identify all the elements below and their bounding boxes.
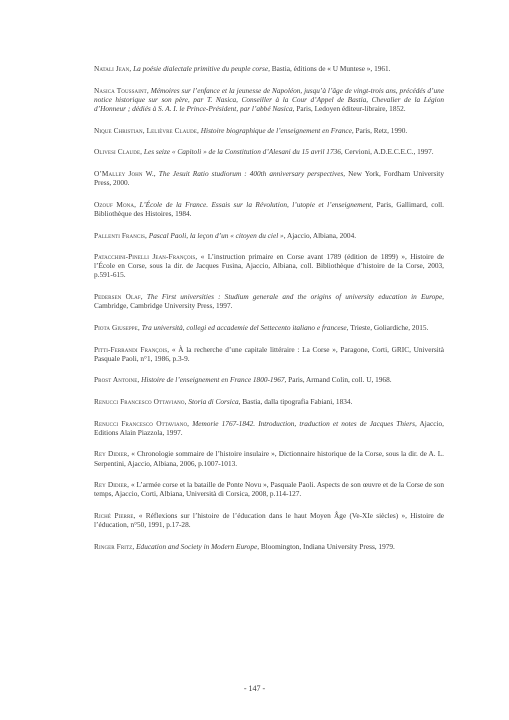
entry-publication-details: Bastia, dalla tipografia Fabiani, 1834. xyxy=(242,397,353,406)
bibliography-entry xyxy=(94,126,444,135)
entry-title: Storia di Corsica, xyxy=(188,397,241,406)
entry-author: Olivesi Claude, xyxy=(94,147,143,157)
bibliography-entry xyxy=(94,292,444,310)
bibliography-entry xyxy=(94,511,444,529)
entry-publication-details: Bastia, éditions de « U Muntese », 1961. xyxy=(271,64,391,73)
entry-title: Pascal Paoli, la leçon d’un « citoyen du ciel », xyxy=(148,230,286,240)
entry-title: Histoire biographique de l’enseignement en France, xyxy=(200,125,354,135)
entry-publication-details: Bloomington, Indiana University Press, 1979. xyxy=(260,541,395,551)
entry-publication-details: « À la recherche d’une capitale littéraire : La Corse », Paragone, Corti, GRIC, Università Pasquale Paoli, n°1, 1986, p.3-9. xyxy=(94,344,445,363)
page-number: - 147 - xyxy=(243,684,266,693)
entry-author: Pitti-Ferrandi François, xyxy=(94,344,170,354)
bibliography-entry xyxy=(94,200,444,218)
entry-publication-details: « L’instruction primaire en Corse avant 1789 (édition de 1899) », Histoire de l’École en Corse, sous la dir. de Jacques Fusina, Ajaccio, Albiana, coll. Bibliothèque d’histoire de la Corse, 2003, p.591-615. xyxy=(94,252,444,280)
entry-title: Les seize « Capitoli » de la Constitution d’Alesani du 15 avril 1736, xyxy=(143,147,343,157)
entry-author: Nasica Toussaint, xyxy=(94,85,149,95)
entry-title: La poésie dialectale primitive du peuple corse, xyxy=(133,64,270,73)
entry-author: O’Malley John W., xyxy=(94,168,156,178)
entry-author: Pallenti Francis, xyxy=(94,230,147,240)
bibliography-entry xyxy=(94,323,444,332)
entry-title: The First universities : Studium generale and the origins of university education in Europe, xyxy=(146,292,445,302)
entry-author: Prost Antoine, xyxy=(94,375,140,385)
bibliography-entry xyxy=(94,64,444,73)
bibliography-entry xyxy=(94,345,444,363)
entry-author: Renucci Francesco Ottaviano, xyxy=(94,418,190,428)
bibliography-entry xyxy=(94,252,444,279)
entry-publication-details: Cervioni, A.D.E.C.E.C., 1997. xyxy=(344,147,434,157)
entry-title: L’École de la France. Essais sur la Révolution, l’utopie et l’enseignement, xyxy=(139,199,374,209)
bibliography-entry xyxy=(94,419,444,437)
entry-publication-details: Ajaccio, Editions Alain Piazzola, 1997. xyxy=(94,418,444,437)
entry-publication-details: « L’armée corse et la bataille de Ponte Novu », Pasquale Paoli. Aspects de son œuvre et de la Corse de son temps, Ajaccio, Corti, Albiana, Università di Corsica, 2008, p.114-127. xyxy=(94,480,444,499)
bibliography-entry xyxy=(94,231,444,240)
entry-publication-details: Cambridge, Cambridge University Press, 1997. xyxy=(94,301,233,311)
entry-publication-details: Paris, Ledoyen éditeur-libraire, 1852. xyxy=(296,103,406,113)
entry-publication-details: Trieste, Goliardiche, 2015. xyxy=(350,322,429,332)
bibliography-entry xyxy=(94,86,444,113)
entry-title: Education and Society in Modern Europe, xyxy=(136,541,260,551)
entry-author: Patacchini-Pinelli Jean-François, xyxy=(94,252,198,262)
bibliography-entry xyxy=(94,397,444,406)
bibliography-entry xyxy=(94,542,444,551)
bibliography-entry xyxy=(94,480,444,498)
entry-title: Memorie 1767-1842. Introduction, traduction et notes de Jacques Thiers, xyxy=(192,418,417,428)
entry-author: Renucci Francesco Ottaviano, xyxy=(94,397,187,406)
entry-title: Mémoires sur l’enfance et la jeunesse de Napoléon, jusqu’à l’âge de vingt-trois ans, précédés d’une notice historique sur son père, par T. Nasica, Conseiller à la Cour d’Appel de Bastia, Chevalier de la Légion d’Honneur ; dédiés à S. A. I. le Prince-Président, par l’abbé Nasica, xyxy=(94,85,444,113)
entry-publication-details: Ajaccio, Albiana, 2004. xyxy=(286,230,357,240)
bibliography-entry xyxy=(94,449,444,467)
entry-author: Nique Christian, Lelièvre Claude, xyxy=(94,125,199,135)
bibliography-entry xyxy=(94,169,444,187)
entry-title: Tra università, collegi ed accademie del Settecento italiano e francese, xyxy=(141,322,349,332)
entry-author: Piota Giuseppe, xyxy=(94,322,140,332)
bibliography-list xyxy=(94,64,444,564)
entry-author: Pedersen Olaf, xyxy=(94,292,143,302)
entry-author: Natali Jean, xyxy=(94,64,132,73)
entry-publication-details: New York, Fordham University Press, 2000. xyxy=(94,168,444,188)
entry-publication-details: Paris, Retz, 1990. xyxy=(355,125,408,135)
entry-publication-details: Paris, Gallimard, coll. Bibliothèque des Histoires, 1984. xyxy=(94,199,445,218)
entry-author: Rey Didier, xyxy=(94,480,129,490)
entry-author: Riché Pierre, xyxy=(94,511,136,521)
entry-publication-details: Paris, Armand Colin, coll. U, 1968. xyxy=(288,375,392,385)
bibliography-entry xyxy=(94,147,444,156)
entry-title: The Jesuit Ratio studiorum : 400th anniversary perspectives, xyxy=(158,168,346,178)
entry-title: Histoire de l’enseignement en France 1800-1967, xyxy=(141,375,287,385)
entry-author: Rey Didier, xyxy=(94,449,130,459)
bibliography-entry xyxy=(94,375,444,384)
entry-publication-details: « Réflexions sur l’histoire de l’éducation dans le haut Moyen Âge (Ve-XIe siècles) », Histoire de l’éducation, n°50, 1991, p.17-28. xyxy=(94,511,444,530)
entry-author: Ozouf Mona, xyxy=(94,199,137,209)
entry-publication-details: « Chronologie sommaire de l’histoire insulaire », Dictionnaire historique de la Corse, sous la dir. de A. L. Serpentini, Ajaccio, Albiana, 2006, p.1007-1013. xyxy=(94,449,445,468)
entry-author: Ringer Fritz, xyxy=(94,541,135,551)
